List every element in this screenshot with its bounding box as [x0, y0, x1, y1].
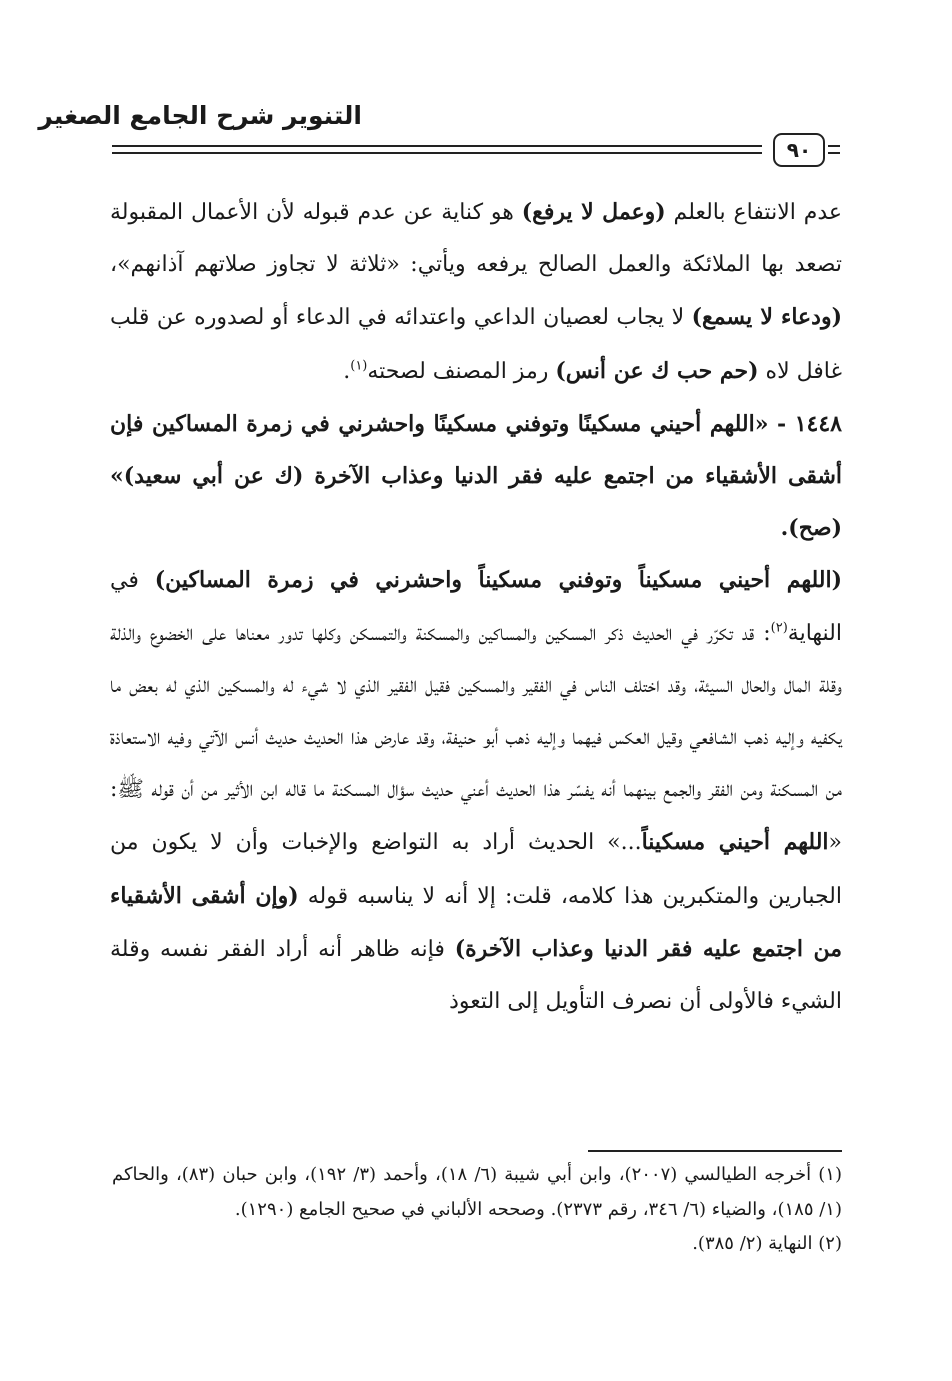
text-run: : قد تكرّر في الحديث ذكر المسكين والمساكين والمسكنة والتمسكن وكلها تدور معناها على الخضوع والذلة وقلة المال والحال السيئة، وقد اختلف الناس في الفقير والمسكين فقيل الفقير الذي لا شيء له والمسكين الذي له بعض ما يكفيه وإليه ذهب الشافعي وقيل العكس فيهما وإليه ذهب أبو حنيفة، وقد عارض هذا الحديث حديث أنس الآتي وفيه الاستعاذة من المسكنة ومن الفقر والجمع بينهما أنه يفسّر هذا الحديث أعني حديث سؤال المسكنة ما قاله ابن الأثير من أن قوله ﷺ: «	[110, 620, 842, 856]
paragraph-commentary-1	[110, 186, 842, 398]
text-run: عدم الانتفاع بالعلم	[665, 200, 842, 225]
quoted-hadith-phrase: (اللهم أحيني مسكيناً وتوفني مسكيناً واحشرني في زمرة المساكين)	[154, 567, 842, 594]
main-text	[110, 186, 842, 1028]
text-run: .	[343, 358, 351, 384]
footnotes	[112, 1158, 842, 1262]
footnote-2: (٢) النهاية (٢/ ٣٨٥).	[692, 1233, 842, 1254]
text-run: ...» الحديث أراد به التواضع والإخبات وأن لا يكون من الجبارين والمتكبرين هذا كلامه، قلت: إلا أنه لا يناسبه قوله	[110, 830, 842, 909]
footnote-separator	[588, 1150, 842, 1152]
header-rule-tick-top	[828, 145, 840, 147]
quoted-hadith-phrase: (وعمل لا يرفع)	[521, 199, 666, 225]
footnote-marker-2[interactable]: (٢)	[770, 620, 788, 636]
running-title: التنوير شرح الجامع الصغير	[38, 101, 362, 130]
hadith-1448: ١٤٤٨ - «اللهم أحيني مسكينًا وتوفني مسكينًا واحشرني في زمرة المساكين فإن أشقى الأشقياء من اجتمع عليه فقر الدنيا وعذاب الآخرة (ك عن أبي سعيد)» (صح).	[110, 410, 842, 542]
page-number: ٩٠	[773, 133, 825, 167]
source-attribution: (حم حب ك عن أنس)	[555, 357, 759, 384]
quoted-hadith-phrase: (ودعاء لا يسمع)	[691, 304, 842, 331]
text-run: لا يجاب لعصيان الداعي واعتدائه في الدعاء أو لصدوره عن قلب غافل لاه	[110, 305, 842, 384]
footnote-marker-1[interactable]: (١)	[350, 358, 368, 374]
quoted-hadith-phrase: (وإن أشقى الأشقياء من اجتمع عليه فقر الدنيا وعذاب الآخرة)	[110, 882, 842, 962]
text-run: هو كناية عن عدم قبوله لأن الأعمال المقبولة تصعد بها الملائكة والعمل الصالح يرفعه ويأتي: «ثلاثة لا تجاوز صلاتهم آذانهم»،	[110, 200, 842, 278]
paragraph-commentary-2	[110, 554, 842, 1028]
text-run: فإنه ظاهر أنه أراد الفقر نفسه وقلة الشيء فالأولى أن نصرف التأويل إلى التعوذ	[110, 936, 842, 1015]
text-run: رمز المصنف لصحته	[367, 358, 556, 384]
quoted-hadith-phrase: اللهم أحيني مسكيناً	[641, 829, 829, 856]
text-run: في النهاية	[110, 568, 842, 646]
header-rule-bottom	[112, 152, 762, 154]
footnote-1: (١) أخرجه الطيالسي (٢٠٠٧)، وابن أبي شيبة (٦/ ١٨)، وأحمد (٣/ ١٩٢)، وابن حبان (٨٣)، والحاكم (١/ ١٨٥)، والضياء (٦/ ٣٤٦، رقم ٢٣٧٣). وصححه الألباني في صحيح الجامع (١٢٩٠).	[112, 1164, 842, 1220]
header-rule-tick-bottom	[828, 152, 840, 154]
header-rule-top	[112, 145, 762, 147]
